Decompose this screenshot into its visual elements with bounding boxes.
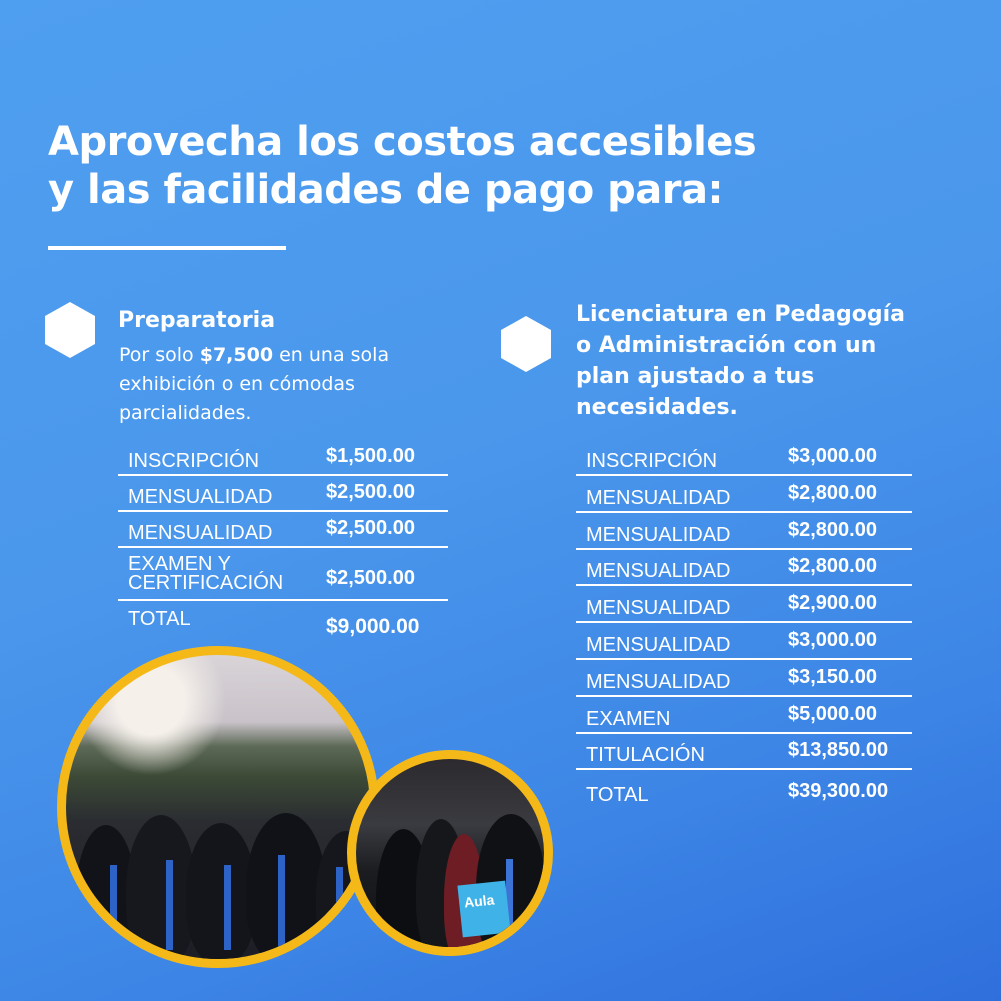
fee-amount: $2,500.00 [326, 481, 415, 503]
preparatoria-description [119, 341, 459, 428]
fee-amount: $39,300.00 [788, 780, 889, 803]
fee-row [576, 550, 912, 587]
fee-row [118, 548, 448, 601]
fee-label: MENSUALIDAD [586, 597, 731, 620]
fee-label: MENSUALIDAD [586, 633, 731, 656]
graduation-stole [166, 860, 173, 950]
fee-row [576, 513, 912, 550]
licenciatura-fee-table [576, 439, 912, 807]
hexagon-bullet-icon [45, 302, 95, 358]
fee-label: MENSUALIDAD [586, 486, 731, 509]
fee-amount: $2,800.00 [788, 555, 877, 578]
preparatoria-fee-table [118, 440, 448, 641]
fee-amount: $3,150.00 [788, 665, 877, 688]
fee-row [576, 439, 912, 476]
description-prefix: Por solo [119, 344, 200, 366]
page-title [48, 118, 948, 214]
fee-row-total [118, 601, 448, 641]
graduation-stole [224, 865, 231, 950]
title-line-1: Aprovecha los costos accesibles [48, 119, 757, 165]
fee-amount: $3,000.00 [788, 445, 877, 467]
fee-row [118, 440, 448, 476]
heading-line: plan ajustado a tus [576, 364, 815, 389]
fee-amount: $3,000.00 [788, 628, 877, 651]
graduation-stole [110, 865, 117, 945]
fee-label: EXAMEN [586, 707, 671, 730]
fee-row [576, 586, 912, 623]
graduate-figure [246, 813, 326, 963]
fee-label: INSCRIPCIÓN [128, 450, 260, 472]
fee-label: MENSUALIDAD [586, 523, 731, 546]
fee-amount: $5,000.00 [788, 702, 877, 725]
fee-label: EXAMEN Y CERTIFICACIÓN [128, 553, 284, 594]
fee-label: MENSUALIDAD [128, 522, 273, 544]
fee-label: TITULACIÓN [586, 744, 705, 767]
fee-amount: $2,500.00 [326, 567, 415, 589]
title-underline [48, 246, 286, 250]
fee-row [576, 660, 912, 697]
fee-row [118, 512, 448, 548]
fee-label: INSCRIPCIÓN [586, 450, 718, 472]
title-line-2: y las facilidades de pago para: [48, 167, 723, 213]
fee-row [118, 476, 448, 512]
fee-row [576, 734, 912, 771]
description-suffix: en una sola exhibición o en cómodas parcialidades. [119, 344, 390, 424]
heading-line: necesidades. [576, 395, 738, 420]
diploma-delivery-photo [347, 750, 553, 956]
fee-label: TOTAL [586, 784, 649, 807]
fee-row [576, 476, 912, 513]
fee-amount: $9,000.00 [326, 615, 420, 638]
fee-row-total [576, 770, 912, 807]
licenciatura-heading [576, 299, 986, 423]
fee-label: MENSUALIDAD [586, 670, 731, 693]
diploma-folder-text: Aula [463, 891, 496, 911]
graduation-ceremony-photo [57, 646, 379, 968]
fee-amount: $2,800.00 [788, 481, 877, 504]
fee-amount: $2,500.00 [326, 517, 415, 539]
description-price: $7,500 [199, 344, 274, 366]
graduation-stole [336, 867, 343, 947]
heading-line: o Administración con un [576, 333, 877, 358]
fee-label: TOTAL [128, 608, 191, 630]
fee-amount: $2,900.00 [788, 592, 877, 615]
fee-amount: $13,850.00 [788, 739, 889, 762]
heading-line: Licenciatura en Pedagogía [576, 302, 906, 327]
graduation-stole [278, 855, 285, 950]
fee-label: MENSUALIDAD [586, 560, 731, 583]
fee-row [576, 697, 912, 734]
fee-amount: $1,500.00 [326, 445, 415, 467]
preparatoria-heading: Preparatoria [118, 308, 276, 333]
fee-label: MENSUALIDAD [128, 486, 273, 508]
hexagon-bullet-icon [501, 316, 551, 372]
fee-amount: $2,800.00 [788, 518, 877, 541]
fee-row [576, 623, 912, 660]
